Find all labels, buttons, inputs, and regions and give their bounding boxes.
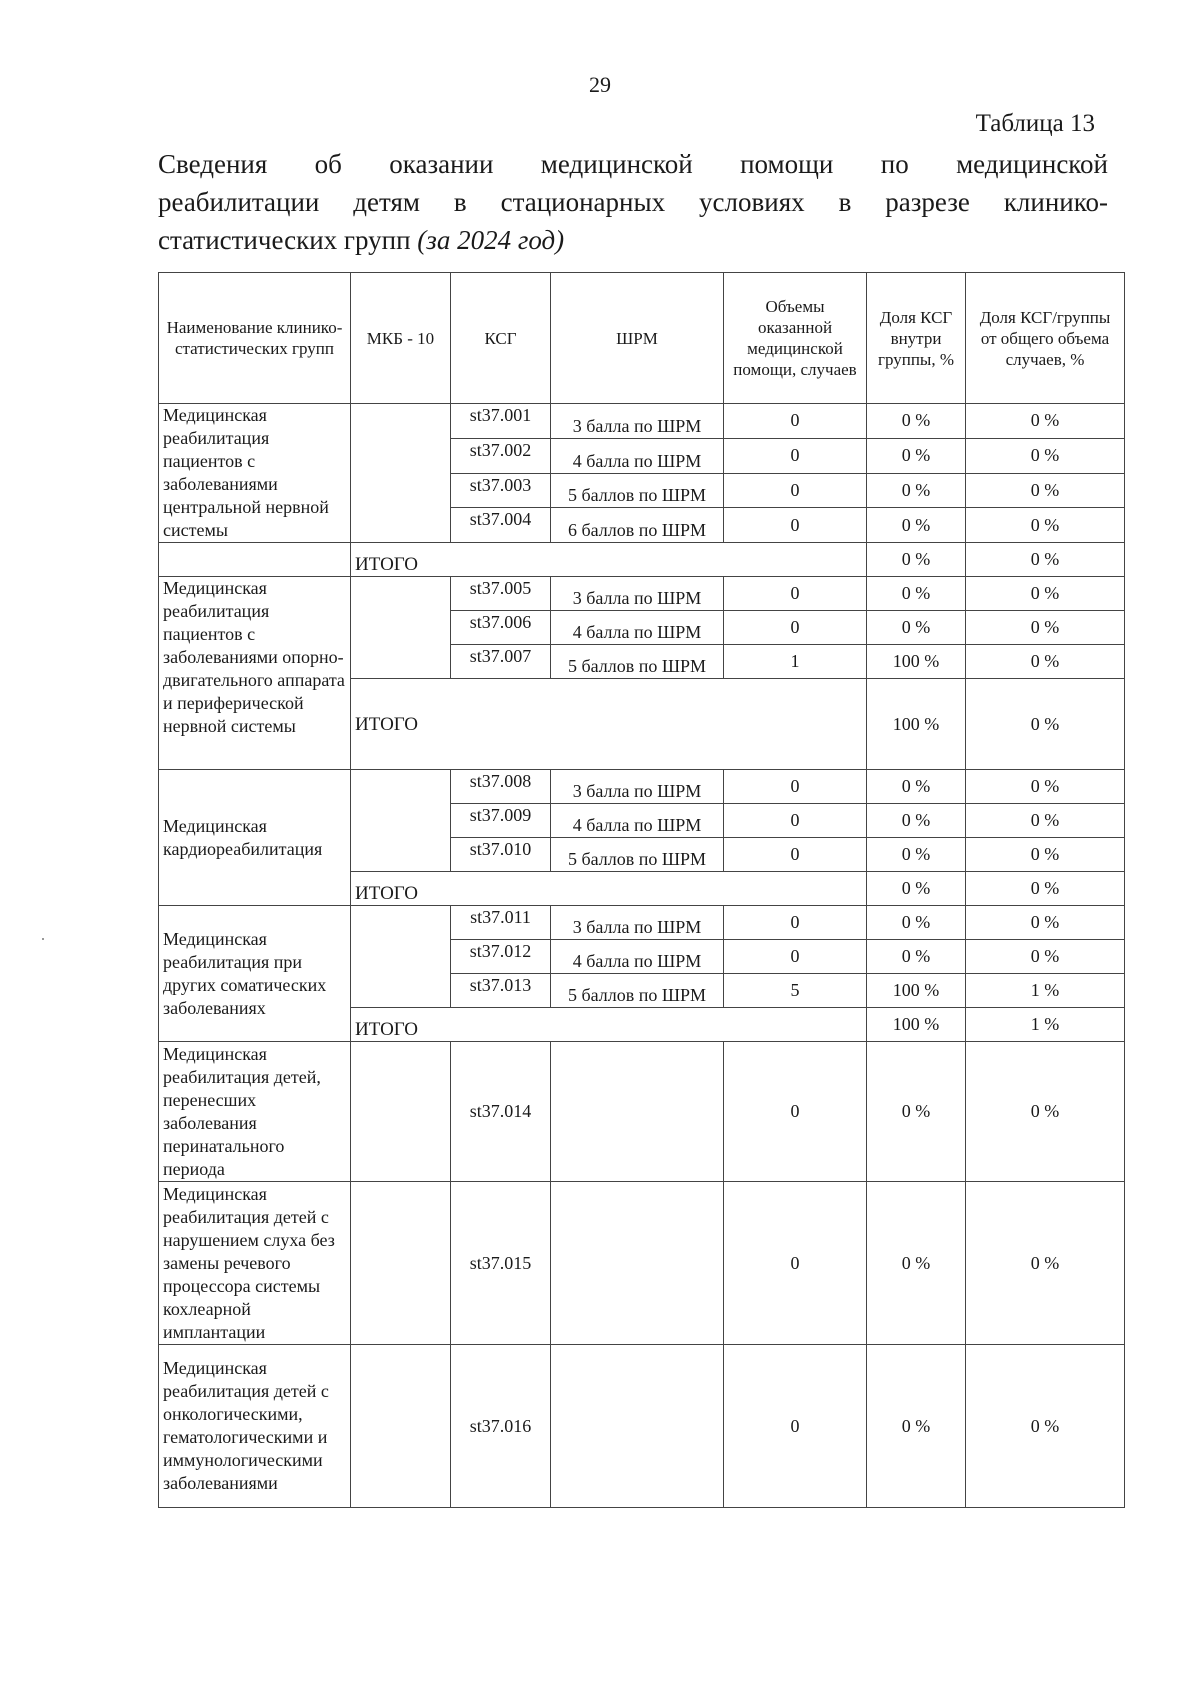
volume-cell: 0 xyxy=(724,577,867,611)
scan-speck xyxy=(42,938,44,940)
share-total-cell: 1 % xyxy=(966,974,1125,1008)
share-in-group-cell: 0 % xyxy=(867,508,966,543)
total-share-in-group: 0 % xyxy=(867,543,966,577)
share-total-cell: 0 % xyxy=(966,1345,1125,1508)
volume-cell: 0 xyxy=(724,473,867,508)
col-header-name: Наименование клинико-статистических групп xyxy=(159,273,351,404)
col-header-shrm: ШРМ xyxy=(551,273,724,404)
share-in-group-cell: 0 % xyxy=(867,1182,966,1345)
volume-cell: 5 xyxy=(724,974,867,1008)
total-share-total: 0 % xyxy=(966,872,1125,906)
volume-cell: 0 xyxy=(724,838,867,872)
total-label: ИТОГО xyxy=(351,543,867,577)
volume-cell: 0 xyxy=(724,1042,867,1182)
ksg-cell: st37.015 xyxy=(451,1182,551,1345)
col-header-share-total: Доля КСГ/группы от общего объема случаев, % xyxy=(966,273,1125,404)
share-total-cell: 0 % xyxy=(966,940,1125,974)
group-name: Медицинская реабилитация детей с нарушением слуха без замены речевого процессора системы кохлеарной имплантации xyxy=(159,1182,351,1345)
shrm-cell: 4 балла по ШРМ xyxy=(551,438,724,473)
ksg-cell: st37.011 xyxy=(451,906,551,940)
volume-cell: 0 xyxy=(724,508,867,543)
total-share-in-group: 100 % xyxy=(867,679,966,770)
col-header-volume: Объемы оказанной медицинской помощи, случаев xyxy=(724,273,867,404)
mkb-cell xyxy=(351,770,451,872)
share-in-group-cell: 0 % xyxy=(867,438,966,473)
ksg-cell: st37.005 xyxy=(451,577,551,611)
group-name: Медицинская реабилитация детей с онкологическими, гематологическими и иммунологическими заболеваниями xyxy=(159,1345,351,1508)
rehabilitation-table xyxy=(158,272,1125,1508)
share-total-cell: 0 % xyxy=(966,1182,1125,1345)
shrm-cell xyxy=(551,1042,724,1182)
shrm-cell: 4 балла по ШРМ xyxy=(551,611,724,645)
share-in-group-cell: 0 % xyxy=(867,473,966,508)
heading-period: (за 2024 год) xyxy=(417,225,565,255)
share-in-group-cell: 0 % xyxy=(867,577,966,611)
shrm-cell xyxy=(551,1182,724,1345)
mkb-cell xyxy=(351,1182,451,1345)
ksg-cell: st37.003 xyxy=(451,473,551,508)
table-heading xyxy=(158,145,1108,259)
share-total-cell: 0 % xyxy=(966,611,1125,645)
heading-line-1: Сведения об оказании медицинской помощи по медицинской xyxy=(158,149,1108,179)
group-name: Медицинская реабилитация пациентов с заболеваниями центральной нервной системы xyxy=(159,404,351,543)
group-name-continuation xyxy=(159,543,351,577)
table-row xyxy=(159,1182,1125,1345)
ksg-cell: st37.008 xyxy=(451,770,551,804)
ksg-cell: st37.012 xyxy=(451,940,551,974)
share-total-cell: 0 % xyxy=(966,577,1125,611)
ksg-cell: st37.010 xyxy=(451,838,551,872)
ksg-cell: st37.009 xyxy=(451,804,551,838)
share-total-cell: 0 % xyxy=(966,438,1125,473)
share-in-group-cell: 100 % xyxy=(867,645,966,679)
total-label: ИТОГО xyxy=(351,872,867,906)
total-share-total: 0 % xyxy=(966,543,1125,577)
mkb-cell xyxy=(351,1345,451,1508)
table-row xyxy=(159,770,1125,804)
table-label: Таблица 13 xyxy=(975,110,1095,137)
mkb-cell xyxy=(351,404,451,543)
share-in-group-cell: 0 % xyxy=(867,838,966,872)
share-total-cell: 0 % xyxy=(966,804,1125,838)
heading-line-3 xyxy=(158,221,1108,259)
mkb-cell xyxy=(351,577,451,679)
shrm-cell: 5 баллов по ШРМ xyxy=(551,838,724,872)
group-name: Медицинская реабилитация при других соматических заболеваниях xyxy=(159,906,351,1042)
share-total-cell: 0 % xyxy=(966,645,1125,679)
shrm-cell: 4 балла по ШРМ xyxy=(551,804,724,838)
mkb-cell xyxy=(351,906,451,1008)
share-total-cell: 0 % xyxy=(966,473,1125,508)
volume-cell: 0 xyxy=(724,1345,867,1508)
volume-cell: 0 xyxy=(724,1182,867,1345)
shrm-cell: 5 баллов по ШРМ xyxy=(551,974,724,1008)
share-total-cell: 0 % xyxy=(966,404,1125,439)
shrm-cell: 6 баллов по ШРМ xyxy=(551,508,724,543)
volume-cell: 0 xyxy=(724,611,867,645)
shrm-cell: 5 баллов по ШРМ xyxy=(551,645,724,679)
ksg-cell: st37.014 xyxy=(451,1042,551,1182)
volume-cell: 0 xyxy=(724,438,867,473)
share-total-cell: 0 % xyxy=(966,906,1125,940)
ksg-cell: st37.007 xyxy=(451,645,551,679)
shrm-cell xyxy=(551,1345,724,1508)
group-name: Медицинская реабилитация пациентов с заболеваниями опорно-двигательного аппарата и периферической нервной системы xyxy=(159,577,351,770)
group-total-row xyxy=(159,543,1125,577)
share-total-cell: 0 % xyxy=(966,1042,1125,1182)
group-name: Медицинская реабилитация детей, перенесших заболевания перинатального периода xyxy=(159,1042,351,1182)
share-in-group-cell: 0 % xyxy=(867,770,966,804)
ksg-cell: st37.013 xyxy=(451,974,551,1008)
heading-line-3-text: статистических групп xyxy=(158,225,411,255)
col-header-mkb: МКБ - 10 xyxy=(351,273,451,404)
share-in-group-cell: 0 % xyxy=(867,940,966,974)
col-header-ksg: КСГ xyxy=(451,273,551,404)
shrm-cell: 3 балла по ШРМ xyxy=(551,770,724,804)
share-in-group-cell: 0 % xyxy=(867,1042,966,1182)
share-total-cell: 0 % xyxy=(966,770,1125,804)
total-share-total: 0 % xyxy=(966,679,1125,770)
share-in-group-cell: 0 % xyxy=(867,404,966,439)
volume-cell: 0 xyxy=(724,404,867,439)
group-name: Медицинская кардиореабилитация xyxy=(159,770,351,906)
volume-cell: 0 xyxy=(724,804,867,838)
share-in-group-cell: 0 % xyxy=(867,906,966,940)
volume-cell: 1 xyxy=(724,645,867,679)
total-label: ИТОГО xyxy=(351,679,867,770)
shrm-cell: 3 балла по ШРМ xyxy=(551,404,724,439)
shrm-cell: 4 балла по ШРМ xyxy=(551,940,724,974)
col-header-share-in-group: Доля КСГ внутри группы, % xyxy=(867,273,966,404)
volume-cell: 0 xyxy=(724,940,867,974)
shrm-cell: 5 баллов по ШРМ xyxy=(551,473,724,508)
table-row xyxy=(159,404,1125,439)
volume-cell: 0 xyxy=(724,770,867,804)
ksg-cell: st37.002 xyxy=(451,438,551,473)
ksg-cell: st37.001 xyxy=(451,404,551,439)
table-header-row xyxy=(159,273,1125,404)
shrm-cell: 3 балла по ШРМ xyxy=(551,577,724,611)
share-in-group-cell: 0 % xyxy=(867,1345,966,1508)
page-number: 29 xyxy=(589,72,611,97)
share-total-cell: 0 % xyxy=(966,838,1125,872)
volume-cell: 0 xyxy=(724,906,867,940)
share-in-group-cell: 0 % xyxy=(867,611,966,645)
share-total-cell: 0 % xyxy=(966,508,1125,543)
table-row xyxy=(159,1042,1125,1182)
share-in-group-cell: 0 % xyxy=(867,804,966,838)
total-share-in-group: 0 % xyxy=(867,872,966,906)
share-in-group-cell: 100 % xyxy=(867,974,966,1008)
ksg-cell: st37.016 xyxy=(451,1345,551,1508)
mkb-cell xyxy=(351,1042,451,1182)
total-label: ИТОГО xyxy=(351,1008,867,1042)
ksg-cell: st37.004 xyxy=(451,508,551,543)
total-share-total: 1 % xyxy=(966,1008,1125,1042)
ksg-cell: st37.006 xyxy=(451,611,551,645)
shrm-cell: 3 балла по ШРМ xyxy=(551,906,724,940)
table-row xyxy=(159,906,1125,940)
table-row xyxy=(159,577,1125,611)
table-row xyxy=(159,1345,1125,1508)
heading-line-2: реабилитации детям в стационарных условиях в разрезе клинико- xyxy=(158,187,1108,217)
total-share-in-group: 100 % xyxy=(867,1008,966,1042)
